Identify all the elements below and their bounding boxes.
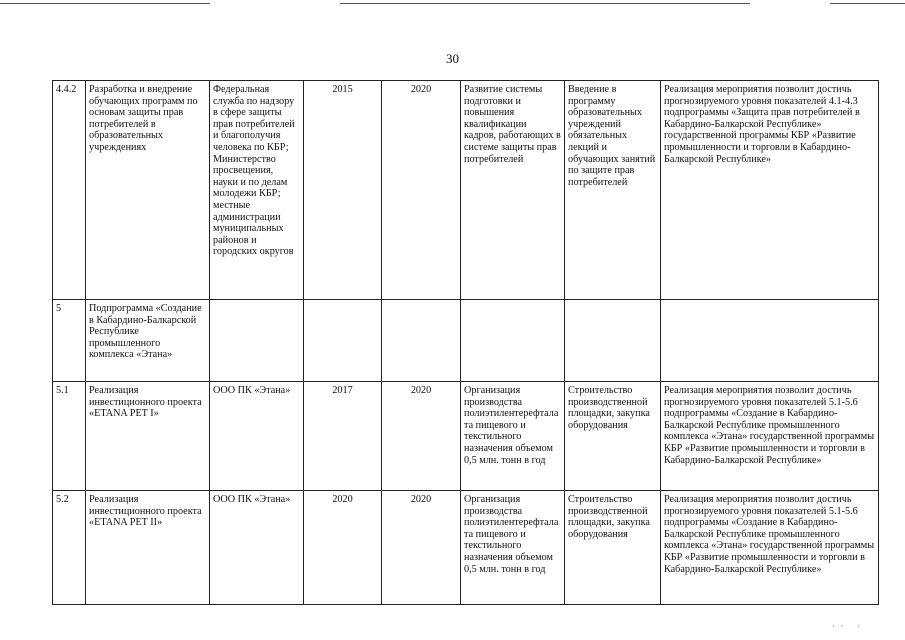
cell-directions <box>565 300 661 382</box>
cell-end-year: 2020 <box>382 81 461 300</box>
cell-executor: ООО ПК «Этана» <box>210 382 304 491</box>
cell-end-year: 2020 <box>382 491 461 605</box>
cell-start-year: 2017 <box>304 382 382 491</box>
cell-executor: Федеральная служба по надзору в сфере защиты прав потребителей и благополучия человека по КБР; Министерство просвещения, науки и по делам молодежи КБР; местные администрации муниципальных районов и городских округов <box>210 81 304 300</box>
scan-artifact-line <box>0 3 210 4</box>
cell-number: 5 <box>53 300 86 382</box>
cell-directions: Строительство производственной площадки, закупка оборудования <box>565 382 661 491</box>
cell-result: Организация производства полиэтилентерефталата пищевого и текстильного назначения объемом 0,5 млн. тонн в год <box>461 382 565 491</box>
cell-name: Реализация инвестиционного проекта «ETANA PET II» <box>86 491 210 605</box>
cell-result <box>461 300 565 382</box>
scan-artifact-line <box>340 3 750 4</box>
cell-name: Подпрограмма «Создание в Кабардино-Балкарской Республике промышленного комплекса «Этана» <box>86 300 210 382</box>
cell-indicator-link: Реализация мероприятия позволит достичь прогнозируемого уровня показателей 5.1-5.6 подпрограммы «Создание в Кабардино-Балкарской Республике промышленного комплекса «Этана» государственной программы КБР «Развитие промышленности и торговли в Кабардино-Балкарской Республике» <box>661 382 879 491</box>
cell-result: Развитие системы подготовки и повышения квалификации кадров, работающих в системе защиты прав потребителей <box>461 81 565 300</box>
page-number: 30 <box>446 51 459 66</box>
cell-directions: Строительство производственной площадки, закупка оборудования <box>565 491 661 605</box>
cell-end-year <box>382 300 461 382</box>
cell-result: Организация производства полиэтилентерефталата пищевого и текстильного назначения объемом 0,5 млн. тонн в год <box>461 491 565 605</box>
cell-name: Разработка и внедрение обучающих программ по основам защиты прав потребителей в образовательных учреждениях <box>86 81 210 300</box>
cell-start-year: 2020 <box>304 491 382 605</box>
scan-artifact-line <box>830 3 905 4</box>
cell-executor: ООО ПК «Этана» <box>210 491 304 605</box>
cell-indicator-link <box>661 300 879 382</box>
cell-number: 4.4.2 <box>53 81 86 300</box>
cell-start-year: 2015 <box>304 81 382 300</box>
table-row <box>53 81 879 300</box>
table-row <box>53 491 879 605</box>
cell-executor <box>210 300 304 382</box>
cell-number: 5.1 <box>53 382 86 491</box>
cell-end-year: 2020 <box>382 382 461 491</box>
cell-name: Реализация инвестиционного проекта «ETANA PET I» <box>86 382 210 491</box>
cell-start-year <box>304 300 382 382</box>
cell-number: 5.2 <box>53 491 86 605</box>
cell-indicator-link: Реализация мероприятия позволит достичь прогнозируемого уровня показателей 4.1-4.3 подпрограммы «Защита прав потребителей в Кабардино-Балкарской Республике» государственной программы КБР «Развитие промышленности и торговли в Кабардино-Балкарской Республике» <box>661 81 879 300</box>
scan-specks: ·· · <box>832 622 866 631</box>
cell-directions: Введение в программу образовательных учреждений обязательных лекций и обучающих занятий по защите прав потребителей <box>565 81 661 300</box>
cell-indicator-link: Реализация мероприятия позволит достичь прогнозируемого уровня показателей 5.1-5.6 подпрограммы «Создание в Кабардино-Балкарской Республике промышленного комплекса «Этана» государственной программы КБР «Развитие промышленности и торговли в Кабардино-Балкарской Республике» <box>661 491 879 605</box>
table-row <box>53 300 879 382</box>
measures-table <box>52 80 879 605</box>
table-row <box>53 382 879 491</box>
